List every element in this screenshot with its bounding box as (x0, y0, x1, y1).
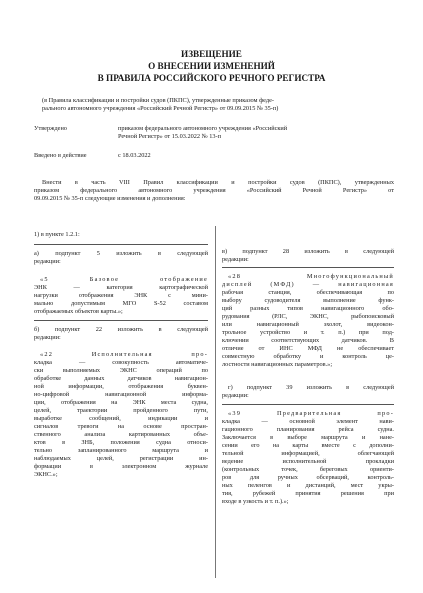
def28-line: рабочая станция, обеспечивающая по (222, 289, 394, 296)
def28-line: выбору судоводителя выполнение функ- (222, 297, 394, 304)
intro-line-1: Внести в часть VIII Правил классификации и постройки судов (ПКПС), утвержденных (42, 179, 394, 186)
def28-line: лостности навигационных параметров.»; (222, 361, 333, 368)
right-rule-1 (222, 267, 394, 268)
effective-text: с 18.03.2022 (118, 152, 151, 159)
def39-line: кладка — основной элемент нави- (222, 418, 394, 425)
def22-line: ственного анализа картированных объе- (34, 431, 208, 438)
def22-line: формации в электронном журнале (34, 463, 208, 470)
def28-line: совместную обработку и контроль це- (222, 353, 394, 360)
def39-line: «39 Предварительная про- (228, 410, 394, 417)
def22-line: «22 Исполнительная про- (40, 351, 208, 358)
subtitle-line-2: рального автономного учреждения «Российский Речной Регистр» от 09.09.2015 № 35-п) (42, 105, 279, 112)
def28-line: отличие от ИНС МФД не обеспечивает (222, 345, 394, 352)
def5-line: «5 Базовое отображение (40, 276, 208, 283)
def5-line: мально допустимым МГО S-52 составом (34, 300, 208, 307)
def39-line: тельной информацией, облегчающей (222, 450, 394, 457)
def22-line: сигналов тревоги на основе простран- (34, 423, 208, 430)
def22-line: ктов в ЗНБ, положения судна относи- (34, 439, 208, 446)
subpoint-a-head-1: а) подпункт 5 изложить в следующей (34, 250, 208, 257)
intro-line-2: приказом федерального автономного учреждения «Российский Речной Регистр» от (34, 187, 394, 194)
def39-line: (контрольных точек, береговых ориенти- (222, 466, 394, 473)
def39-line: ведение исполнительной прокладки (222, 458, 394, 465)
def39-line: ных пеленгов и дистанций, мест укры- (222, 482, 394, 489)
def28-line: рудования (РЛС, ЭКНС, рыбопоисковый (222, 313, 394, 320)
def22-line: обработке данных датчиков навигацион- (34, 375, 208, 382)
def22-line: целей, траектории пройденного пути, (34, 407, 208, 414)
subpoint-c-head-2: редакции: (222, 256, 249, 263)
subpoint-c-head-1: в) подпункт 28 изложить в следующей (222, 248, 394, 255)
subpoint-d-head-2: редакции: (222, 392, 249, 399)
approved-text-1: приказом федерального автономного учреждения «Российский (118, 125, 288, 132)
def39-line: Заключается в выборе маршрута и нане- (222, 434, 394, 441)
def22-line: но-цифровой навигационной информа- (34, 391, 208, 398)
def28-line: дисплей (МФД) — навигационная (222, 281, 394, 288)
def28-line: ций разных типов навигационного обо- (222, 305, 394, 312)
subpoint-d-head-1: г) подпункт 39 изложить в следующей (228, 384, 394, 391)
def39-line: входе в узкость и т. п.).»; (222, 498, 289, 505)
def5-line: нагрузки отображения ЭНК с мини- (34, 292, 208, 299)
def28-line: «28 Многофункциональный (228, 273, 394, 280)
subpoint-b-head-1: б) подпункт 22 изложить в следующей (34, 326, 208, 333)
def22-line: ной информации, отображения буквен- (34, 383, 208, 390)
def28-line: или навигационный эхолот, видеокон- (222, 321, 394, 328)
title-line-1: ИЗВЕЩЕНИЕ (181, 49, 242, 59)
def39-line: тия, рубежей принятия решения при (222, 490, 394, 497)
def22-line: ции, отображения на ЭНК места судна, (34, 399, 208, 406)
def22-line: кладка — совокупность автоматиче- (34, 359, 208, 366)
def5-line: отображаемых объектов карты.»; (34, 308, 123, 315)
subpoint-b-head-2: редакции: (34, 334, 61, 341)
right-rule-2 (222, 404, 394, 405)
subtitle-line-1: (в Правила классификации и постройки судов (ПКПС), утвержденные приказом феде- (42, 97, 274, 104)
def39-line: сении его на карты вместе с дополни- (222, 442, 394, 449)
def28-line: ключении соответствующих датчиков. В (222, 337, 394, 344)
def22-line: наблюдаемых целей, регистрации ин- (34, 455, 208, 462)
def5-line: ЭНК — категория картографической (34, 284, 208, 291)
subpoint-a-head-2: редакции: (34, 258, 61, 265)
effective-label: Введено в действие (34, 152, 87, 159)
def39-line: ров для ручных обсерваций, контроль- (222, 474, 394, 481)
column-divider (215, 226, 216, 578)
def22-line: ски выполняемых ЭКНС операций по (34, 367, 208, 374)
def22-line: выработке сообщений, индикации и (34, 415, 208, 422)
intro-line-3: 09.09.2015 № 35-п следующие изменения и дополнения: (34, 195, 186, 202)
left-rule-2 (34, 320, 208, 321)
title-line-2: О ВНЕСЕНИИ ИЗМЕНЕНИЙ (148, 61, 275, 71)
title-line-3: В ПРАВИЛА РОССИЙСКОГО РЕЧНОГО РЕГИСТРА (97, 73, 326, 83)
def22-line: ЭКНС.»; (34, 471, 58, 478)
def39-line: гационного планирования рейса судна. (222, 426, 394, 433)
approved-label: Утверждено (34, 125, 67, 132)
left-rule-1 (34, 244, 208, 245)
approved-text-2: Речной Регистр» от 15.03.2022 № 13-п (118, 133, 221, 140)
def22-line: тельно запланированного маршрута и (34, 447, 208, 454)
point-1: 1) в пункте 1.2.1: (34, 231, 80, 238)
def28-line: трольное устройство и т. п.) при под- (222, 329, 394, 336)
